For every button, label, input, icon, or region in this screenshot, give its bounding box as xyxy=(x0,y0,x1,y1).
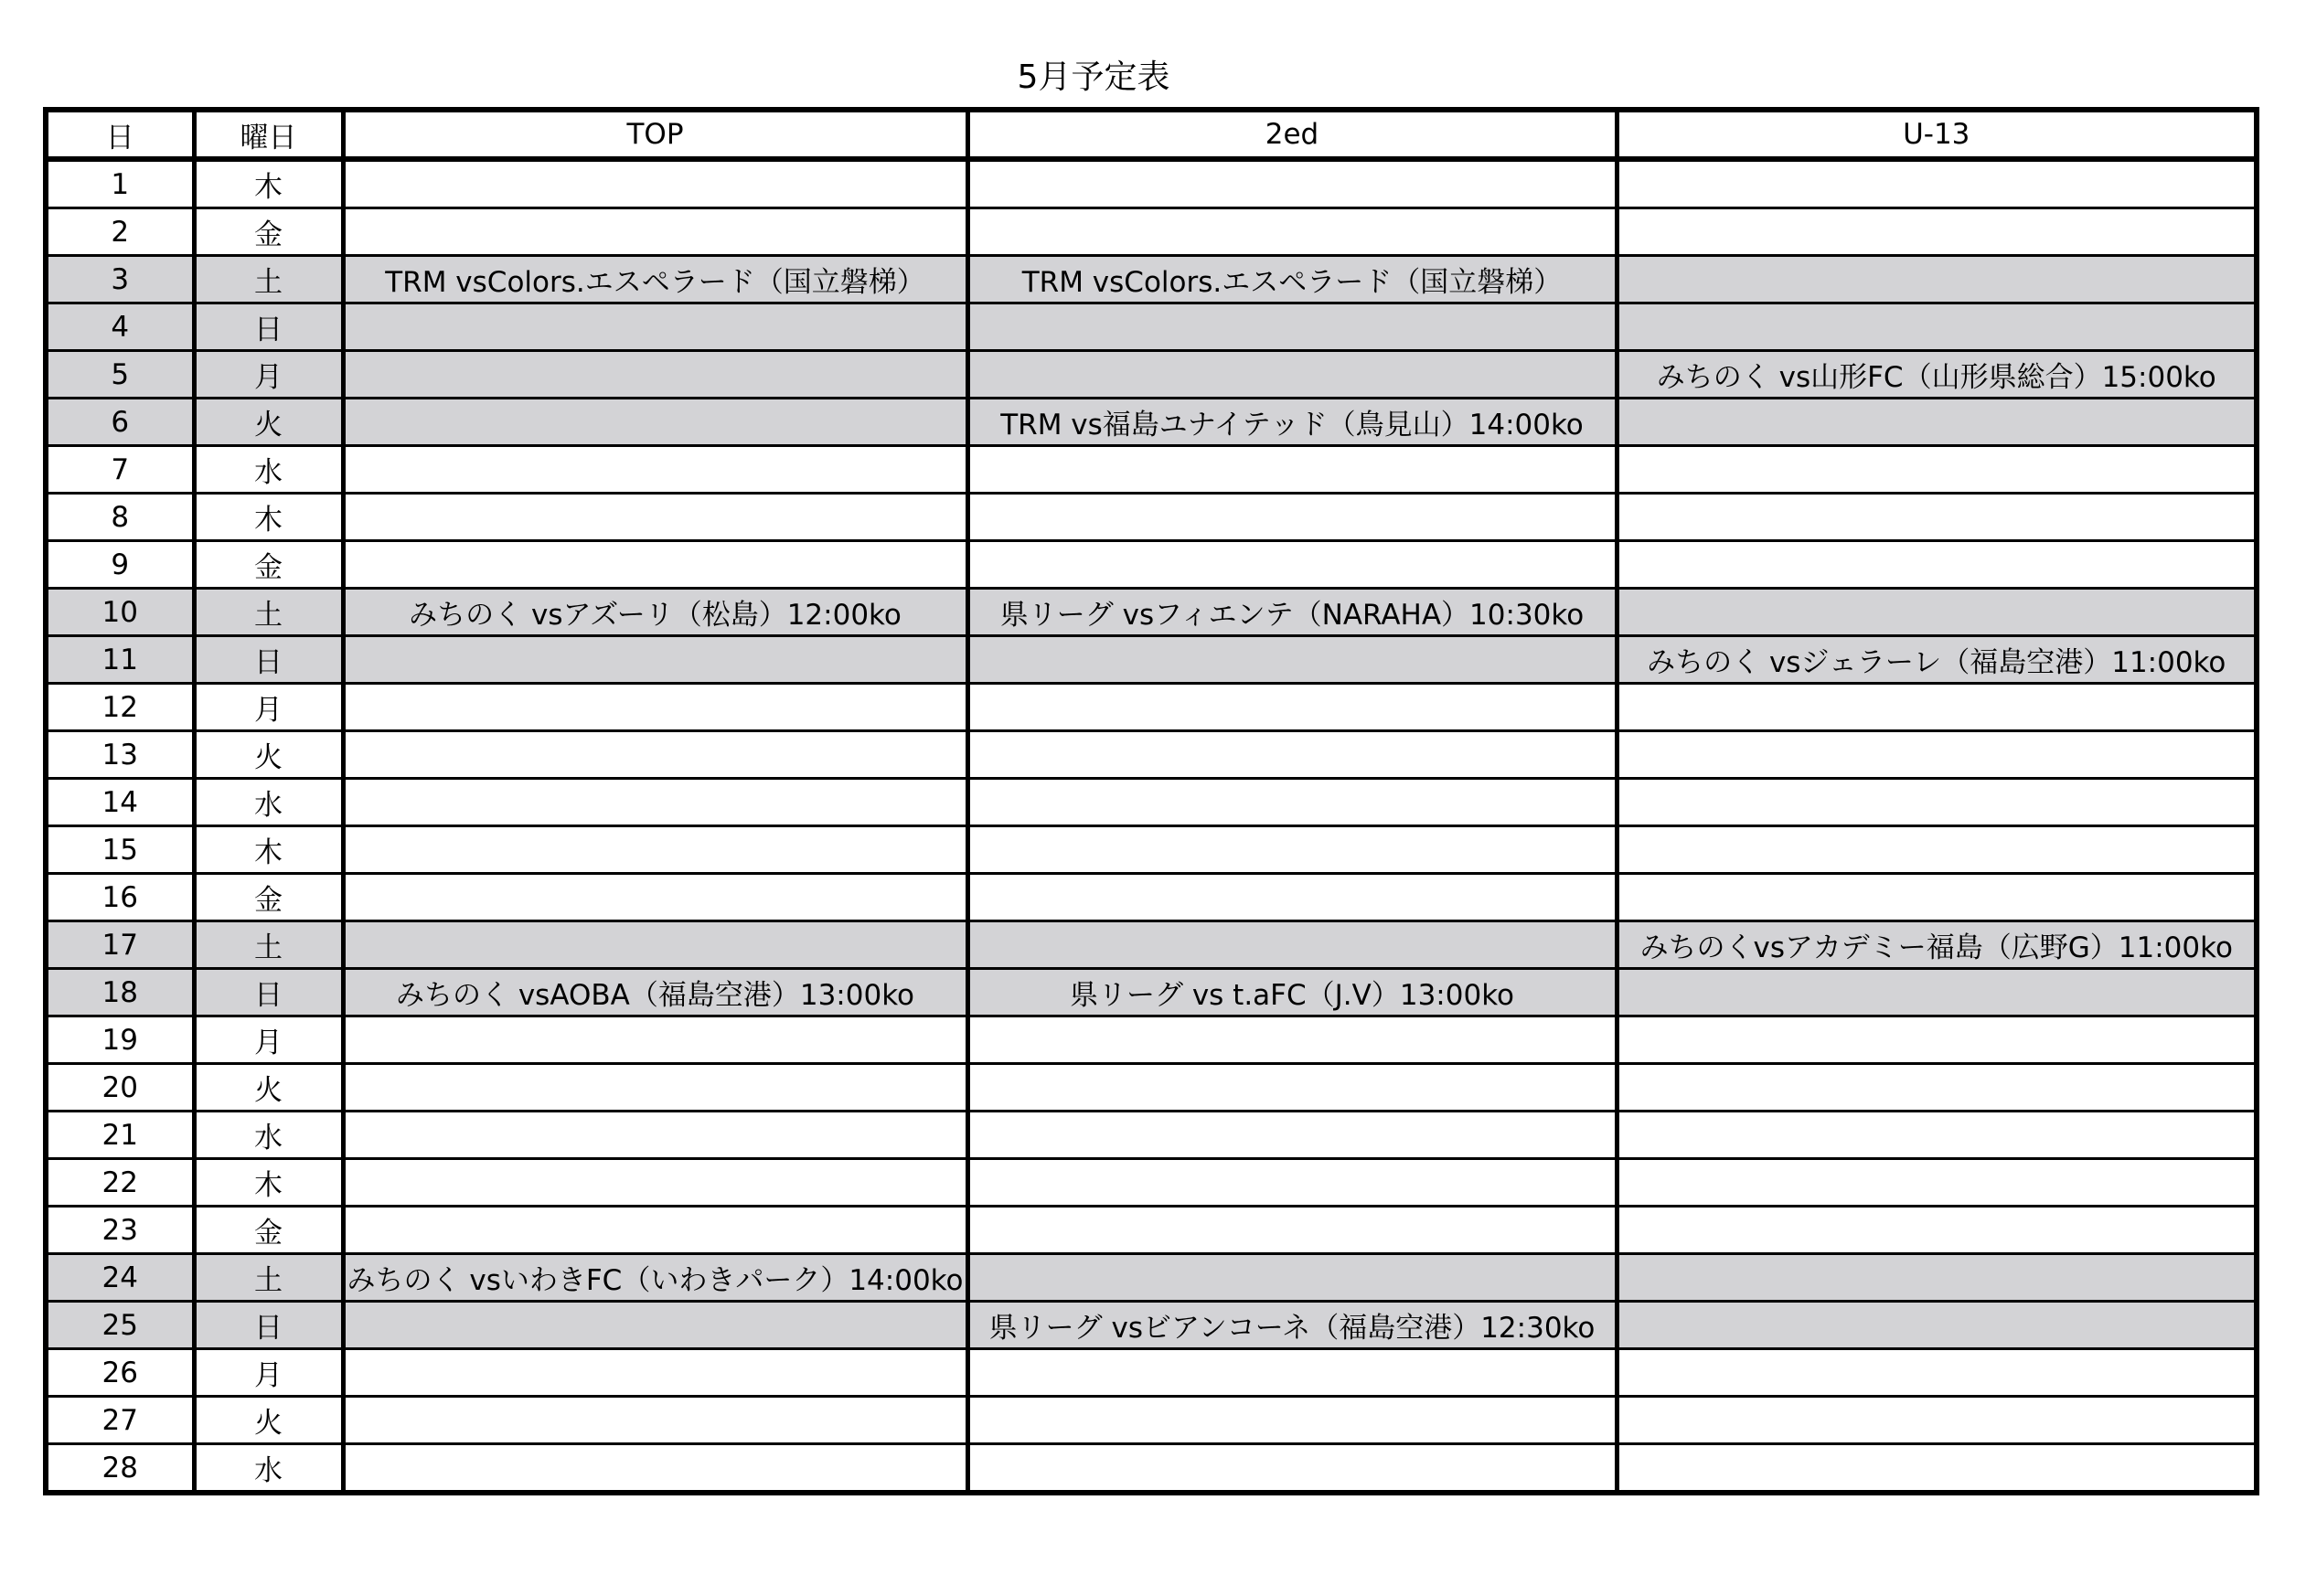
top-schedule-cell xyxy=(343,636,967,684)
day-cell-text: 15 xyxy=(101,833,138,867)
weekday-cell-text: 火 xyxy=(254,1407,283,1440)
page-title: 5月予定表 xyxy=(1017,59,1170,96)
table-row xyxy=(46,1159,2257,1207)
day-cell xyxy=(46,779,194,826)
day-cell xyxy=(46,826,194,874)
u13-schedule-cell xyxy=(1617,1016,2257,1064)
table-row xyxy=(46,731,2257,779)
weekday-cell-text: 木 xyxy=(254,836,283,869)
u13-schedule-cell xyxy=(1617,969,2257,1016)
u13-schedule-cell xyxy=(1617,1302,2257,1349)
day-cell xyxy=(46,1159,194,1207)
top-schedule-cell xyxy=(343,1112,967,1159)
top-schedule-cell xyxy=(343,1254,967,1302)
top-schedule-cell xyxy=(343,921,967,969)
day-cell-text: 23 xyxy=(101,1213,138,1247)
top-schedule-cell xyxy=(343,1159,967,1207)
top-schedule-cell xyxy=(343,684,967,731)
day-cell xyxy=(46,1112,194,1159)
column-header-u13: U-13 xyxy=(1617,110,2257,159)
top-schedule-cell xyxy=(343,874,967,921)
day-cell-text: 20 xyxy=(101,1070,138,1104)
second-team-schedule-cell xyxy=(967,874,1617,921)
weekday-cell xyxy=(194,159,343,208)
u13-schedule-cell xyxy=(1617,874,2257,921)
u13-schedule-cell xyxy=(1617,541,2257,589)
u13-schedule-cell xyxy=(1617,731,2257,779)
top-schedule-cell xyxy=(343,208,967,256)
top-schedule-cell xyxy=(343,589,967,636)
second-team-schedule-cell-text: 県リーグ vs t.aFC（J.V）13:00ko xyxy=(1069,979,1515,1012)
top-schedule-cell xyxy=(343,1444,967,1494)
day-cell xyxy=(46,541,194,589)
u13-schedule-cell xyxy=(1617,1349,2257,1397)
second-team-schedule-cell xyxy=(967,826,1617,874)
table-row xyxy=(46,1397,2257,1444)
top-schedule-cell-text: TRM vsColors.エスペラード（国立磐梯） xyxy=(385,266,925,299)
second-team-schedule-cell-text: 県リーグ vsフィエンテ（NARAHA）10:30ko xyxy=(999,599,1585,632)
day-cell-text: 4 xyxy=(111,310,130,344)
weekday-cell-text: 水 xyxy=(254,456,283,489)
u13-schedule-cell xyxy=(1617,399,2257,446)
second-team-schedule-cell xyxy=(967,1397,1617,1444)
table-row xyxy=(46,874,2257,921)
weekday-cell-text: 土 xyxy=(254,599,283,632)
weekday-cell-text: 金 xyxy=(254,884,283,917)
weekday-cell-text: 日 xyxy=(254,979,283,1012)
weekday-cell-text: 土 xyxy=(254,1264,283,1297)
table-row xyxy=(46,446,2257,494)
weekday-cell xyxy=(194,541,343,589)
u13-schedule-cell xyxy=(1617,256,2257,303)
weekday-cell-text: 土 xyxy=(254,931,283,964)
weekday-cell-text: 月 xyxy=(254,1359,283,1392)
day-cell-text: 8 xyxy=(111,500,130,534)
weekday-cell xyxy=(194,208,343,256)
day-cell-text: 9 xyxy=(111,548,130,581)
second-team-schedule-cell xyxy=(967,494,1617,541)
day-cell-text: 17 xyxy=(101,928,138,962)
u13-schedule-cell-text: みちのく vs山形FC（山形県総合）15:00ko xyxy=(1656,361,2216,394)
day-cell-text: 24 xyxy=(101,1261,138,1294)
column-header-weekday: 曜日 xyxy=(194,110,343,159)
weekday-cell xyxy=(194,1397,343,1444)
weekday-cell xyxy=(194,921,343,969)
day-cell xyxy=(46,921,194,969)
table-row xyxy=(46,636,2257,684)
top-schedule-cell xyxy=(343,1349,967,1397)
weekday-cell xyxy=(194,399,343,446)
top-schedule-cell xyxy=(343,446,967,494)
second-team-schedule-cell xyxy=(967,1064,1617,1112)
weekday-cell xyxy=(194,303,343,351)
weekday-cell xyxy=(194,256,343,303)
day-cell xyxy=(46,303,194,351)
table-row xyxy=(46,969,2257,1016)
weekday-cell-text: 日 xyxy=(254,1312,283,1345)
top-schedule-cell xyxy=(343,1064,967,1112)
table-row xyxy=(46,1254,2257,1302)
table-row xyxy=(46,1302,2257,1349)
day-cell xyxy=(46,589,194,636)
weekday-cell-text: 月 xyxy=(254,361,283,394)
weekday-cell-text: 木 xyxy=(254,171,283,204)
second-team-schedule-cell xyxy=(967,1016,1617,1064)
day-cell xyxy=(46,256,194,303)
day-cell-text: 10 xyxy=(101,595,138,629)
day-cell-text: 11 xyxy=(101,643,138,676)
day-cell xyxy=(46,1254,194,1302)
top-schedule-cell xyxy=(343,494,967,541)
weekday-cell-text: 土 xyxy=(254,266,283,299)
day-cell xyxy=(46,684,194,731)
second-team-schedule-cell-text: TRM vs福島ユナイテッド（鳥見山）14:00ko xyxy=(1000,409,1584,442)
u13-schedule-cell xyxy=(1617,589,2257,636)
weekday-cell xyxy=(194,446,343,494)
table-row xyxy=(46,826,2257,874)
day-cell xyxy=(46,351,194,399)
u13-schedule-cell xyxy=(1617,1397,2257,1444)
weekday-cell-text: 金 xyxy=(254,1217,283,1250)
top-schedule-cell-text: みちのく vsAOBA（福島空港）13:00ko xyxy=(395,979,915,1012)
header-row xyxy=(46,110,2257,159)
column-header-top: TOP xyxy=(343,110,967,159)
second-team-schedule-cell xyxy=(967,779,1617,826)
day-cell xyxy=(46,1397,194,1444)
table-row xyxy=(46,1112,2257,1159)
weekday-cell-text: 月 xyxy=(254,1027,283,1059)
top-schedule-cell xyxy=(343,1397,967,1444)
table-row xyxy=(46,779,2257,826)
weekday-cell xyxy=(194,731,343,779)
u13-schedule-cell xyxy=(1617,159,2257,208)
weekday-cell-text: 日 xyxy=(254,314,283,346)
day-cell-text: 12 xyxy=(101,690,138,724)
day-cell xyxy=(46,1016,194,1064)
day-cell-text: 14 xyxy=(101,785,138,819)
table-row xyxy=(46,399,2257,446)
day-cell-text: 19 xyxy=(101,1023,138,1057)
weekday-cell xyxy=(194,1112,343,1159)
day-cell-text: 7 xyxy=(111,452,130,486)
day-cell xyxy=(46,1302,194,1349)
weekday-cell-text: 木 xyxy=(254,504,283,537)
second-team-schedule-cell xyxy=(967,303,1617,351)
day-cell-text: 3 xyxy=(111,262,130,296)
day-cell-text: 5 xyxy=(111,357,130,391)
weekday-cell xyxy=(194,1064,343,1112)
top-schedule-cell-text: みちのく vsいわきFC（いわきパーク）14:00ko xyxy=(347,1264,964,1297)
u13-schedule-cell xyxy=(1617,921,2257,969)
second-team-schedule-cell xyxy=(967,399,1617,446)
u13-schedule-cell xyxy=(1617,351,2257,399)
u13-schedule-cell xyxy=(1617,1112,2257,1159)
top-schedule-cell xyxy=(343,731,967,779)
weekday-cell xyxy=(194,1159,343,1207)
table-row xyxy=(46,1207,2257,1254)
day-cell xyxy=(46,446,194,494)
weekday-cell xyxy=(194,826,343,874)
second-team-schedule-cell xyxy=(967,351,1617,399)
weekday-cell-text: 水 xyxy=(254,1122,283,1154)
second-team-schedule-cell xyxy=(967,636,1617,684)
weekday-cell-text: 水 xyxy=(254,1454,283,1487)
second-team-schedule-cell-text: 県リーグ vsビアンコーネ（福島空港）12:30ko xyxy=(988,1312,1596,1345)
weekday-cell xyxy=(194,969,343,1016)
weekday-cell-text: 金 xyxy=(254,551,283,584)
u13-schedule-cell xyxy=(1617,636,2257,684)
weekday-cell-text: 月 xyxy=(254,694,283,727)
day-cell xyxy=(46,159,194,208)
day-cell xyxy=(46,636,194,684)
table-row xyxy=(46,589,2257,636)
weekday-cell xyxy=(194,1302,343,1349)
table-row xyxy=(46,541,2257,589)
second-team-schedule-cell-text: TRM vsColors.エスペラード（国立磐梯） xyxy=(1021,266,1563,299)
table-row xyxy=(46,208,2257,256)
top-schedule-cell xyxy=(343,969,967,1016)
top-schedule-cell xyxy=(343,159,967,208)
u13-schedule-cell-text: みちのくvsアカデミー福島（広野G）11:00ko xyxy=(1639,931,2233,964)
top-schedule-cell xyxy=(343,1302,967,1349)
top-schedule-cell xyxy=(343,399,967,446)
weekday-cell-text: 木 xyxy=(254,1169,283,1202)
second-team-schedule-cell xyxy=(967,256,1617,303)
table-row xyxy=(46,351,2257,399)
weekday-cell xyxy=(194,589,343,636)
top-schedule-cell-text: みちのく vsアズーリ（松島）12:00ko xyxy=(409,599,902,632)
day-cell xyxy=(46,208,194,256)
u13-schedule-cell xyxy=(1617,1064,2257,1112)
weekday-cell xyxy=(194,1254,343,1302)
u13-schedule-cell xyxy=(1617,1207,2257,1254)
u13-schedule-cell-text: みちのく vsジェラーレ（福島空港）11:00ko xyxy=(1647,646,2226,679)
top-schedule-cell xyxy=(343,541,967,589)
weekday-cell xyxy=(194,1016,343,1064)
top-schedule-cell xyxy=(343,351,967,399)
day-cell-text: 26 xyxy=(101,1356,138,1389)
day-cell xyxy=(46,731,194,779)
u13-schedule-cell xyxy=(1617,684,2257,731)
table-row xyxy=(46,921,2257,969)
weekday-cell xyxy=(194,1349,343,1397)
second-team-schedule-cell xyxy=(967,1207,1617,1254)
u13-schedule-cell xyxy=(1617,779,2257,826)
u13-schedule-cell xyxy=(1617,1159,2257,1207)
weekday-cell-text: 水 xyxy=(254,789,283,822)
table-row xyxy=(46,1444,2257,1494)
day-cell-text: 25 xyxy=(101,1308,138,1342)
table-row xyxy=(46,1349,2257,1397)
second-team-schedule-cell xyxy=(967,1112,1617,1159)
second-team-schedule-cell xyxy=(967,1254,1617,1302)
day-cell-text: 16 xyxy=(101,880,138,914)
second-team-schedule-cell xyxy=(967,1159,1617,1207)
second-team-schedule-cell xyxy=(967,541,1617,589)
weekday-cell-text: 火 xyxy=(254,741,283,774)
weekday-cell-text: 火 xyxy=(254,409,283,442)
table-row xyxy=(46,1016,2257,1064)
second-team-schedule-cell xyxy=(967,921,1617,969)
day-cell xyxy=(46,1064,194,1112)
day-cell xyxy=(46,494,194,541)
second-team-schedule-cell xyxy=(967,1349,1617,1397)
second-team-schedule-cell xyxy=(967,159,1617,208)
table-row xyxy=(46,303,2257,351)
day-cell xyxy=(46,1349,194,1397)
day-cell-text: 6 xyxy=(111,405,130,439)
second-team-schedule-cell xyxy=(967,208,1617,256)
day-cell-text: 28 xyxy=(101,1451,138,1484)
column-header-2ed: 2ed xyxy=(967,110,1617,159)
second-team-schedule-cell xyxy=(967,731,1617,779)
day-cell xyxy=(46,1444,194,1494)
second-team-schedule-cell xyxy=(967,969,1617,1016)
top-schedule-cell xyxy=(343,303,967,351)
weekday-cell xyxy=(194,1207,343,1254)
table-row xyxy=(46,159,2257,208)
u13-schedule-cell xyxy=(1617,303,2257,351)
weekday-cell xyxy=(194,494,343,541)
top-schedule-cell xyxy=(343,826,967,874)
day-cell-text: 22 xyxy=(101,1165,138,1199)
schedule-table xyxy=(43,107,2259,1495)
second-team-schedule-cell xyxy=(967,446,1617,494)
u13-schedule-cell xyxy=(1617,494,2257,541)
u13-schedule-cell xyxy=(1617,826,2257,874)
day-cell-text: 18 xyxy=(101,975,138,1009)
day-cell-text: 21 xyxy=(101,1118,138,1152)
u13-schedule-cell xyxy=(1617,208,2257,256)
day-cell xyxy=(46,969,194,1016)
day-cell xyxy=(46,874,194,921)
second-team-schedule-cell xyxy=(967,684,1617,731)
day-cell-text: 27 xyxy=(101,1403,138,1437)
u13-schedule-cell xyxy=(1617,1254,2257,1302)
day-cell xyxy=(46,1207,194,1254)
u13-schedule-cell xyxy=(1617,1444,2257,1494)
weekday-cell xyxy=(194,1444,343,1494)
top-schedule-cell xyxy=(343,779,967,826)
table-row xyxy=(46,1064,2257,1112)
weekday-cell xyxy=(194,779,343,826)
table-row xyxy=(46,256,2257,303)
second-team-schedule-cell xyxy=(967,589,1617,636)
weekday-cell xyxy=(194,684,343,731)
column-header-day: 日 xyxy=(46,110,194,159)
day-cell-text: 13 xyxy=(101,738,138,771)
weekday-cell xyxy=(194,636,343,684)
top-schedule-cell xyxy=(343,256,967,303)
weekday-cell-text: 日 xyxy=(254,646,283,679)
day-cell xyxy=(46,399,194,446)
day-cell-text: 2 xyxy=(111,215,130,249)
weekday-cell-text: 火 xyxy=(254,1074,283,1107)
table-row xyxy=(46,684,2257,731)
u13-schedule-cell xyxy=(1617,446,2257,494)
top-schedule-cell xyxy=(343,1207,967,1254)
second-team-schedule-cell xyxy=(967,1444,1617,1494)
table-row xyxy=(46,494,2257,541)
weekday-cell xyxy=(194,874,343,921)
day-cell-text: 1 xyxy=(111,167,130,201)
second-team-schedule-cell xyxy=(967,1302,1617,1349)
weekday-cell-text: 金 xyxy=(254,218,283,251)
weekday-cell xyxy=(194,351,343,399)
top-schedule-cell xyxy=(343,1016,967,1064)
